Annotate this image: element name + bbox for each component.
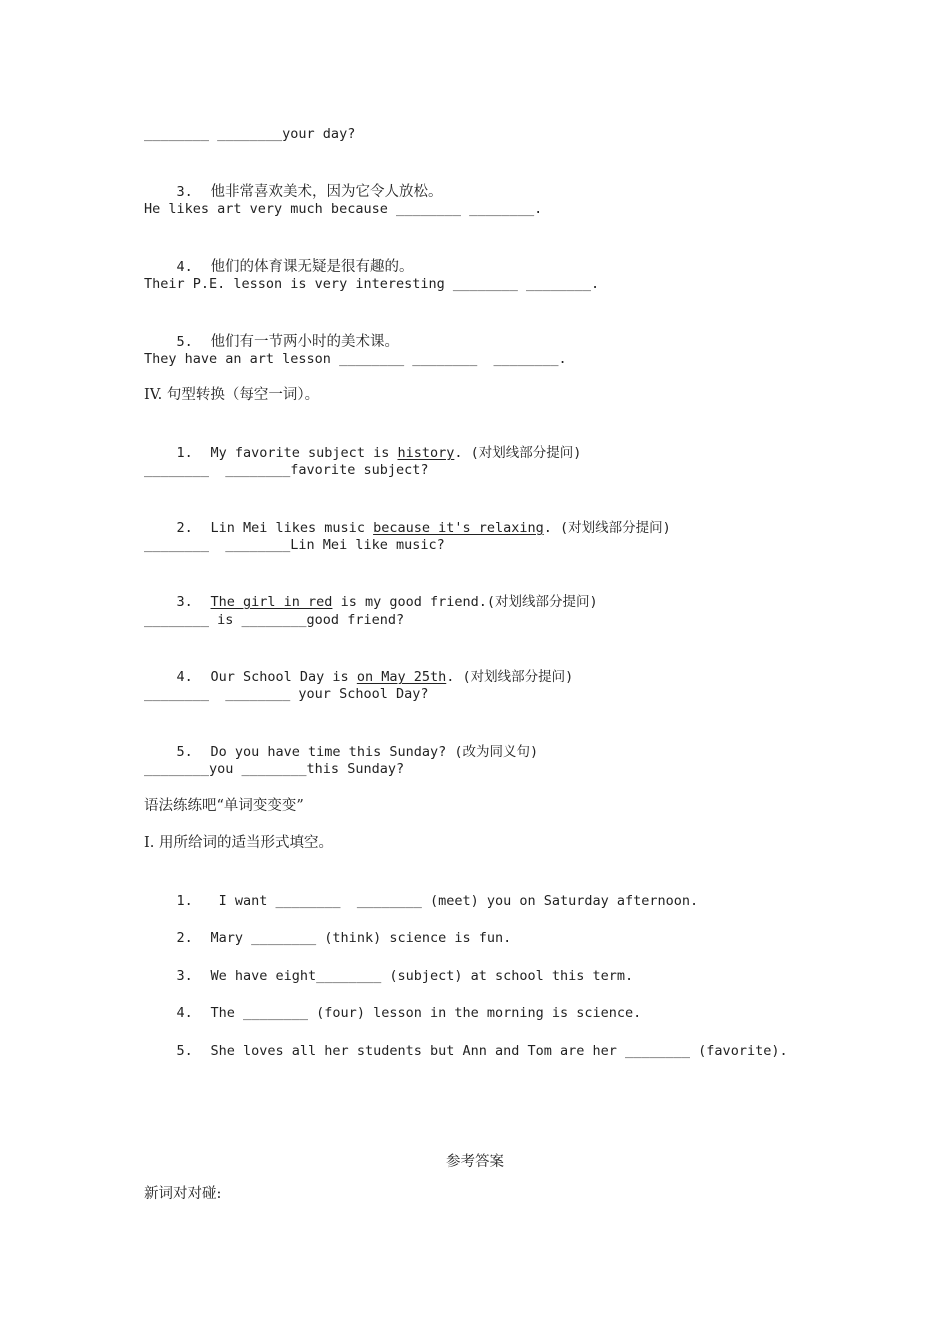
question-number: 4. xyxy=(176,669,193,685)
question-text-b: is my good friend.(对划线部分提问) xyxy=(332,594,598,610)
question-number: 4. xyxy=(176,1005,193,1021)
question-text: 他们有一节两小时的美术课。 xyxy=(210,334,400,350)
question-text-b: . (对划线部分提问) xyxy=(446,669,574,685)
question-number: 1. xyxy=(176,445,193,461)
question-number: 5. xyxy=(176,334,193,350)
section-heading-grammar: 语法练练吧“单词变变变” xyxy=(144,798,304,814)
question-text-b: . (对划线部分提问) xyxy=(543,520,671,536)
question-number: 2. xyxy=(176,520,193,536)
question-text-a: My favorite subject is xyxy=(210,445,398,461)
question-number: 5. xyxy=(176,1043,193,1059)
question-number: 3. xyxy=(176,594,193,610)
question-text-a: Lin Mei likes music xyxy=(210,520,374,536)
underlined-part: The girl in red xyxy=(210,594,333,610)
question-text: Do you have time this Sunday? (改为同义句) xyxy=(210,744,539,760)
line-answer-blank-your-day: ________ ________your day? xyxy=(144,126,356,142)
question-number: 2. xyxy=(176,930,193,946)
question-number: 3. xyxy=(176,184,193,200)
question-number: 4. xyxy=(176,259,193,275)
answer-line: ________ ________ your School Day? xyxy=(144,686,429,702)
question-number: 1. xyxy=(176,893,193,909)
question-text-b: . (对划线部分提问) xyxy=(454,445,582,461)
question-text: 他们的体育课无疑是很有趣的。 xyxy=(210,259,414,275)
question-text: The ________ (four) lesson in the morning is science. xyxy=(210,1005,642,1021)
answer-line: Their P.E. lesson is very interesting ________ ________. xyxy=(144,276,600,292)
section-heading-iv: IV. 句型转换（每空一词）。 xyxy=(144,387,320,403)
answer-line: He likes art very much because ________ ________. xyxy=(144,201,543,217)
answer-line: ________ is ________good friend? xyxy=(144,612,405,628)
section-heading-i: I. 用所给词的适当形式填空。 xyxy=(144,835,333,851)
underlined-part: history xyxy=(397,445,455,461)
underlined-part: on May 25th xyxy=(356,669,447,685)
question-number: 3. xyxy=(176,968,193,984)
fill-question-5 xyxy=(144,1021,788,1081)
answer-key-subheading: 新词对对碰: xyxy=(144,1186,222,1202)
answer-key-title: 参考答案 xyxy=(446,1154,504,1170)
question-text: Mary ________ (think) science is fun. xyxy=(210,930,512,946)
answer-line: ________you ________this Sunday? xyxy=(144,761,405,777)
question-text: 他非常喜欢美术，因为它令人放松。 xyxy=(210,184,443,200)
question-text: She loves all her students but Ann and Tom are her ________ (favorite). xyxy=(210,1043,788,1059)
answer-line: They have an art lesson ________ ________ ________. xyxy=(144,351,567,367)
question-text: I want ________ ________ (meet) you on Saturday afternoon. xyxy=(210,893,699,909)
answer-line: ________ ________favorite subject? xyxy=(144,462,429,478)
question-number: 5. xyxy=(176,744,193,760)
question-text-a: Our School Day is xyxy=(210,669,357,685)
question-text: We have eight________ (subject) at school this term. xyxy=(210,968,634,984)
answer-line: ________ ________Lin Mei like music? xyxy=(144,537,445,553)
underlined-part: because it's relaxing xyxy=(373,520,544,536)
